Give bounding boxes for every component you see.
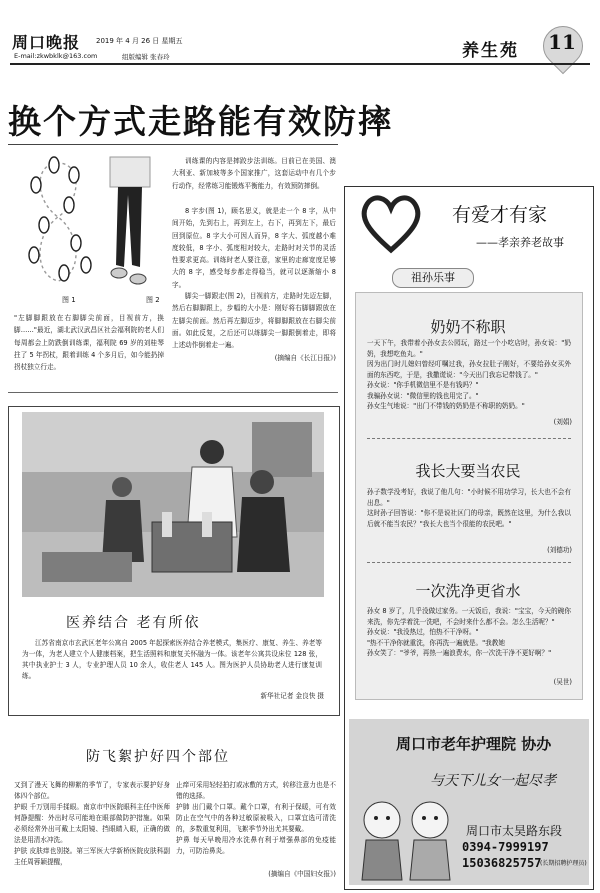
figure-2-label: 图 2 [146, 296, 160, 304]
article1-caption: "左脚脚跟放在右脚脚尖前面，目视前方，换脚……"最近，湖北武汉武昌区社会福利院的老人们每周都会上防跌倒训练课，福利院 69 岁的刘桂琴拄了 5 年拐杖，跟着训练 4 个多月后，如今能扔掉拐杖独立行走。 [14, 314, 164, 372]
banner-line1: 周口市老年护理院 协办 [396, 735, 552, 753]
walking-legs-photo [106, 155, 154, 290]
grandparents-cartoon [352, 790, 460, 882]
headline-rule [8, 144, 338, 145]
newspaper-logo: 周口晚报 [12, 33, 81, 52]
article2-body: 江苏省南京市玄武区老年公寓自 2005 年起探索医养结合养老模式，集医疗、康复、养生、养老等为一体，为老人建立个人健康档案，把生活照料和康复关怀融为一体。该老年公寓共设床位 128 张，其中执业护士 3 人，专业护理人员 10 余人，收住老人 145 人。图为医护人员协助老人进行康复训练。 [22, 639, 322, 680]
issue-date: 2019 年 4 月 26 日 星期五 [96, 37, 183, 45]
story-divider-1 [367, 438, 571, 439]
feature-tab: 祖孙乐事 [392, 268, 474, 288]
story-3-body: 孙女 8 岁了，几乎没做过家务。一天饭后，我说："宝宝，今天的碗你来洗，你先学着洗一洗吧，不会时来什么都不会。怎么生活呢？" 孙女说："我没热过，怕热不干净呀。" "热不干净你就重洗，你再洗一遍就是。"我教她 孙女笑了："爷爷，再热一遍浪费水，你一次洗干净不更好啊？" [367, 607, 571, 657]
article2-credit: 新华社记者 金良快 摄 [260, 692, 324, 700]
article3-source: (摘编自《中国妇女报》) [268, 870, 336, 878]
story-1-author: (刘娟) [553, 418, 572, 426]
article1-para1: 训练课的内容是摔跤步法训练。目前已在美国、澳大利亚、新加坡等多个国家推广，这套运动中有几个步行动作，经常练习能锻炼平衡能力，有效预防摔倒。 [172, 157, 336, 190]
heart-wire-icon [358, 192, 424, 256]
story-1-title: 奶奶不称职 [430, 318, 506, 336]
contact-email: E-mail:zkwbklk@163.com [14, 52, 98, 60]
figure-1-label: 图 1 [62, 296, 76, 304]
article1-source: (摘编自《长江日报》) [274, 354, 336, 362]
section-title: 养生苑 [462, 41, 519, 61]
article3-col2: 止痒可采用轻轻拍打或冰敷的方式，转移注意力也是不错的选择。 护肺 出门戴个口罩。戴个口罩，有利于保暖，可有效防止在空气中的各种过敏原被吸入，口罩宜选可清洗的，多数重复利用，飞絮季节外出尤其要戴。 护鼻 每天早晚用冷水洗鼻有利于增强鼻部的免疫能力，可防治鼻炎。 [176, 781, 336, 855]
feature-title: 有爱才有家 [452, 204, 548, 226]
page-headline: 换个方式走路能有效防摔 [8, 102, 393, 141]
editor-credit: 组版编辑 张春玲 [122, 53, 170, 61]
article3-title: 防飞絮护好四个部位 [86, 749, 230, 765]
story-divider-2 [367, 562, 571, 563]
story-2-author: (刘德功) [547, 546, 572, 554]
header-rule [10, 63, 590, 65]
story-2-title: 我长大要当农民 [415, 462, 521, 480]
article1-rule [8, 392, 338, 393]
rehab-training-photo [22, 412, 324, 597]
banner-address: 周口市太昊路东段 [466, 824, 563, 838]
page-number: 11 [548, 30, 576, 54]
banner-line2: 与天下儿女一起尽孝 [430, 773, 556, 789]
article1-para2: 8 字步(图 1)，顾名思义，就是走一个 8 字，从中间开始，先到右上，再到左上，右下，再到左下，最后回到原位。8 字大小可因人而异，8 字大、弧度越小难度较低，8 字小、弧度相对较大，走路时对关节的灵活性要求更高。训练时老人要注意，家里的走廊宽度足够大的 8 字，感受每步都走得稳当，就可以逐渐缩小 8 字。 [172, 207, 336, 289]
feature-subtitle: ——孝亲养老故事 [476, 236, 564, 249]
story-2-body: 孙子数学没考好，我说了他几句："小时候不用功学习，长大也不会有出息。" 这时孙子回答说："你不是说社区门的母亲，既然在这里，为什么我以后就不能当农民？"我长大也当个很能的农民吧。" [367, 488, 571, 528]
article2-title: 医养结合 老有所依 [66, 615, 201, 631]
story-1-body: 一天下午，我带着小孙女去公园玩，路过一个小吃店时，孙女说："奶奶，我想吃鱼丸。" 因为出门时儿媳妇曾经叮嘱过我，孙女拉肚子刚好，不要给孙女买外面的东西吃，于是，我撒谎说："今天出门我忘记带钱了。" 孙女说："你手机微信里不是有钱吗？" 我骗孙女说："微信里的钱也用完了。" 孙女生气地说："出门不带钱的奶奶是不称职的奶奶。" [367, 339, 571, 410]
story-3-author: (吴世) [553, 678, 572, 686]
footprint-figure-8 [14, 155, 102, 290]
banner-note: (长期招聘护理员) [540, 860, 587, 867]
article1-para3: 脚尖一脚跟走(图 2)，目视前方，走路时先迈左脚，然后右脚脚跟上，步幅的大小是：刚好将右脚脚跟放在左脚尖前面。然后再左脚迈步，将脚脚跟放在右脚尖前面。如此反复，之后还可以练脚尖一脚跟倒着走，即将上述动作倒着走一遍。 [172, 292, 336, 350]
banner-phone-2: 15036825757 [462, 856, 542, 870]
article3-col1: 又到了漫天飞舞的柳絮的季节了，专家表示要护好身体四个部位。 护眼 千万别用手揉眼。南京市中医院眼科主任中医师何静提醒：外出时尽可能地在眼部做防护措施。如果必须经常外出可戴上太阳镜、挡眼睛入眼，正确的做法是用清水冲洗。 护肤 皮肤痒也别挠。第三军医大学新桥医院皮肤科副主任周蓉颖提醒， [14, 781, 170, 866]
story-3-title: 一次洗净更省水 [415, 582, 521, 600]
banner-phone-1: 0394-7999197 [462, 840, 549, 854]
